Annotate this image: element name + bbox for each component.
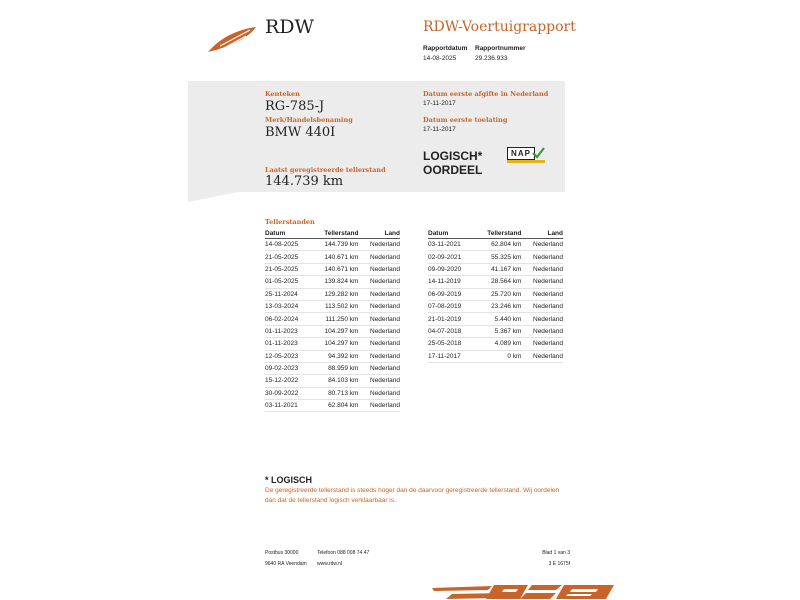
odometer-country: Nederland (521, 263, 563, 275)
odometer-country: Nederland (358, 375, 400, 387)
odometer-reading: 111.250 km (311, 313, 358, 325)
odometer-row (428, 325, 563, 337)
odometer-reading: 5.440 km (474, 313, 521, 325)
footer-postbus: Postbus 30000 (265, 550, 299, 556)
odometer-country: Nederland (358, 338, 400, 350)
odometer-date: 02-09-2021 (428, 251, 474, 263)
odometer-country: Nederland (358, 362, 400, 374)
odometer-row (265, 362, 400, 374)
col-date-header: Datum (265, 228, 311, 239)
last-reading-label: Laatst geregistreerde tellerstand (265, 166, 386, 174)
first-admission-value: 17-11-2017 (423, 126, 456, 133)
rdw-logo-icon (206, 24, 258, 54)
footer-phone: Telefoon 088 008 74 47 (317, 550, 370, 556)
odometer-reading: 139.824 km (311, 276, 358, 288)
first-admission-label: Datum eerste toelating (423, 116, 508, 124)
odometer-date: 03-11-2021 (428, 239, 474, 251)
odometer-reading: 0 km (474, 350, 521, 362)
odometer-reading: 104.297 km (311, 325, 358, 337)
odometer-date: 12-05-2023 (265, 350, 311, 362)
odometer-section-title: Tellerstanden (265, 218, 315, 226)
odometer-country: Nederland (358, 350, 400, 362)
odometer-country: Nederland (358, 239, 400, 251)
odometer-reading: 140.671 km (311, 251, 358, 263)
col-reading-header: Tellerstand (311, 228, 358, 239)
first-issue-label: Datum eerste afgifte in Nederland (423, 90, 549, 98)
odometer-table-left (265, 228, 400, 412)
odometer-reading: 25.720 km (474, 288, 521, 300)
merk-label: Merk/Handelsbenaming (265, 116, 353, 124)
odometer-reading: 5.367 km (474, 325, 521, 337)
last-reading-value: 144.739 km (265, 174, 344, 189)
odometer-row (265, 276, 400, 288)
odometer-country: Nederland (358, 325, 400, 337)
report-date: 14-08-2025 (423, 55, 457, 62)
odometer-date: 09-02-2023 (265, 362, 311, 374)
odometer-date: 06-02-2024 (265, 313, 311, 325)
odometer-row (265, 338, 400, 350)
odometer-date: 07-08-2019 (428, 300, 474, 312)
odometer-country: Nederland (358, 251, 400, 263)
odometer-reading: 62.804 km (311, 400, 358, 412)
logisch-note-title: * LOGISCH (265, 475, 313, 485)
odometer-row (265, 325, 400, 337)
odometer-country: Nederland (521, 325, 563, 337)
panel-tail-decoration (188, 192, 238, 202)
odometer-row (428, 251, 563, 263)
brand-name: RDW (265, 16, 315, 38)
odometer-reading: 23.246 km (474, 300, 521, 312)
report-number: 29.236.933 (475, 55, 508, 62)
odometer-date: 25-05-2018 (428, 338, 474, 350)
odometer-row (428, 263, 563, 275)
report-date-label: Rapportdatum (423, 45, 468, 52)
odometer-country: Nederland (521, 338, 563, 350)
odometer-country: Nederland (358, 313, 400, 325)
odometer-date: 14-11-2019 (428, 276, 474, 288)
odometer-reading: 28.564 km (474, 276, 521, 288)
odometer-date: 21-05-2025 (265, 251, 311, 263)
kenteken-value: RG-785-J (265, 99, 325, 114)
odometer-reading: 4.089 km (474, 338, 521, 350)
odometer-row (265, 350, 400, 362)
odometer-row (265, 239, 400, 251)
odometer-country: Nederland (358, 263, 400, 275)
odometer-reading: 104.297 km (311, 338, 358, 350)
odometer-row (265, 387, 400, 399)
odometer-reading: 140.671 km (311, 263, 358, 275)
odometer-reading: 80.713 km (311, 387, 358, 399)
kenteken-label: Kenteken (265, 90, 300, 98)
odometer-row (265, 313, 400, 325)
odometer-country: Nederland (521, 300, 563, 312)
footer-code: 3 E 1675f (548, 561, 570, 567)
merk-value: BMW 440I (265, 125, 336, 140)
odometer-date: 03-11-2021 (265, 400, 311, 412)
odometer-date: 17-11-2017 (428, 350, 474, 362)
odometer-country: Nederland (358, 387, 400, 399)
odometer-row (428, 239, 563, 251)
odometer-row (428, 313, 563, 325)
footer-website: www.rdw.nl (317, 561, 343, 567)
odometer-date: 25-11-2024 (265, 288, 311, 300)
odometer-row (265, 288, 400, 300)
col-country-header: Land (521, 228, 563, 239)
odometer-date: 09-09-2020 (428, 263, 474, 275)
odometer-country: Nederland (358, 400, 400, 412)
odometer-country: Nederland (358, 300, 400, 312)
odometer-reading: 41.167 km (474, 263, 521, 275)
odometer-date: 13-03-2024 (265, 300, 311, 312)
odometer-reading: 94.392 km (311, 350, 358, 362)
odometer-date: 01-05-2025 (265, 276, 311, 288)
odometer-reading: 144.739 km (311, 239, 358, 251)
nap-logo-icon (507, 147, 545, 163)
odometer-date: 21-05-2025 (265, 263, 311, 275)
odometer-date: 15-12-2022 (265, 375, 311, 387)
odometer-date: 14-08-2025 (265, 239, 311, 251)
report-title: RDW-Voertuigrapport (423, 19, 576, 35)
odometer-country: Nederland (521, 288, 563, 300)
odometer-reading: 55.325 km (474, 251, 521, 263)
nap-label: NAP (507, 147, 535, 160)
odometer-table-right (428, 228, 563, 363)
col-reading-header: Tellerstand (474, 228, 521, 239)
odometer-row (265, 263, 400, 275)
odometer-country: Nederland (521, 239, 563, 251)
odometer-row (265, 251, 400, 263)
odometer-reading: 62.804 km (474, 239, 521, 251)
odometer-date: 01-11-2023 (265, 338, 311, 350)
footer-page-number: Blad 1 van 3 (542, 550, 570, 556)
odometer-country: Nederland (521, 313, 563, 325)
odometer-row (428, 276, 563, 288)
verdict-text: LOGISCH* OORDEEL (423, 149, 483, 177)
odometer-country: Nederland (358, 276, 400, 288)
odometer-country: Nederland (521, 251, 563, 263)
odometer-row (265, 400, 400, 412)
footer-city: 9640 RA Veendam (265, 561, 307, 567)
odometer-date: 21-01-2019 (428, 313, 474, 325)
odometer-row (428, 300, 563, 312)
odometer-reading: 88.959 km (311, 362, 358, 374)
odometer-row (428, 288, 563, 300)
odometer-date: 01-11-2023 (265, 325, 311, 337)
odometer-row (428, 338, 563, 350)
report-number-label: Rapportnummer (475, 45, 526, 52)
odometer-reading: 84.103 km (311, 375, 358, 387)
odometer-country: Nederland (358, 288, 400, 300)
first-issue-value: 17-11-2017 (423, 100, 456, 107)
odometer-row (428, 350, 563, 362)
odometer-date: 04-07-2018 (428, 325, 474, 337)
rdw-stripes-decoration-icon (432, 584, 614, 600)
odometer-country: Nederland (521, 276, 563, 288)
odometer-date: 06-09-2019 (428, 288, 474, 300)
odometer-date: 30-09-2022 (265, 387, 311, 399)
col-date-header: Datum (428, 228, 474, 239)
odometer-reading: 129.282 km (311, 288, 358, 300)
col-country-header: Land (358, 228, 400, 239)
odometer-row (265, 375, 400, 387)
logisch-note-text: De geregistreerde tellerstand is steeds hoger dan de daarvoor geregistreerde tellerstand. Wij oordelen dan dat de tellerstand logisch verklaarbaar is. (265, 487, 560, 504)
odometer-country: Nederland (521, 350, 563, 362)
odometer-reading: 113.502 km (311, 300, 358, 312)
odometer-row (265, 300, 400, 312)
